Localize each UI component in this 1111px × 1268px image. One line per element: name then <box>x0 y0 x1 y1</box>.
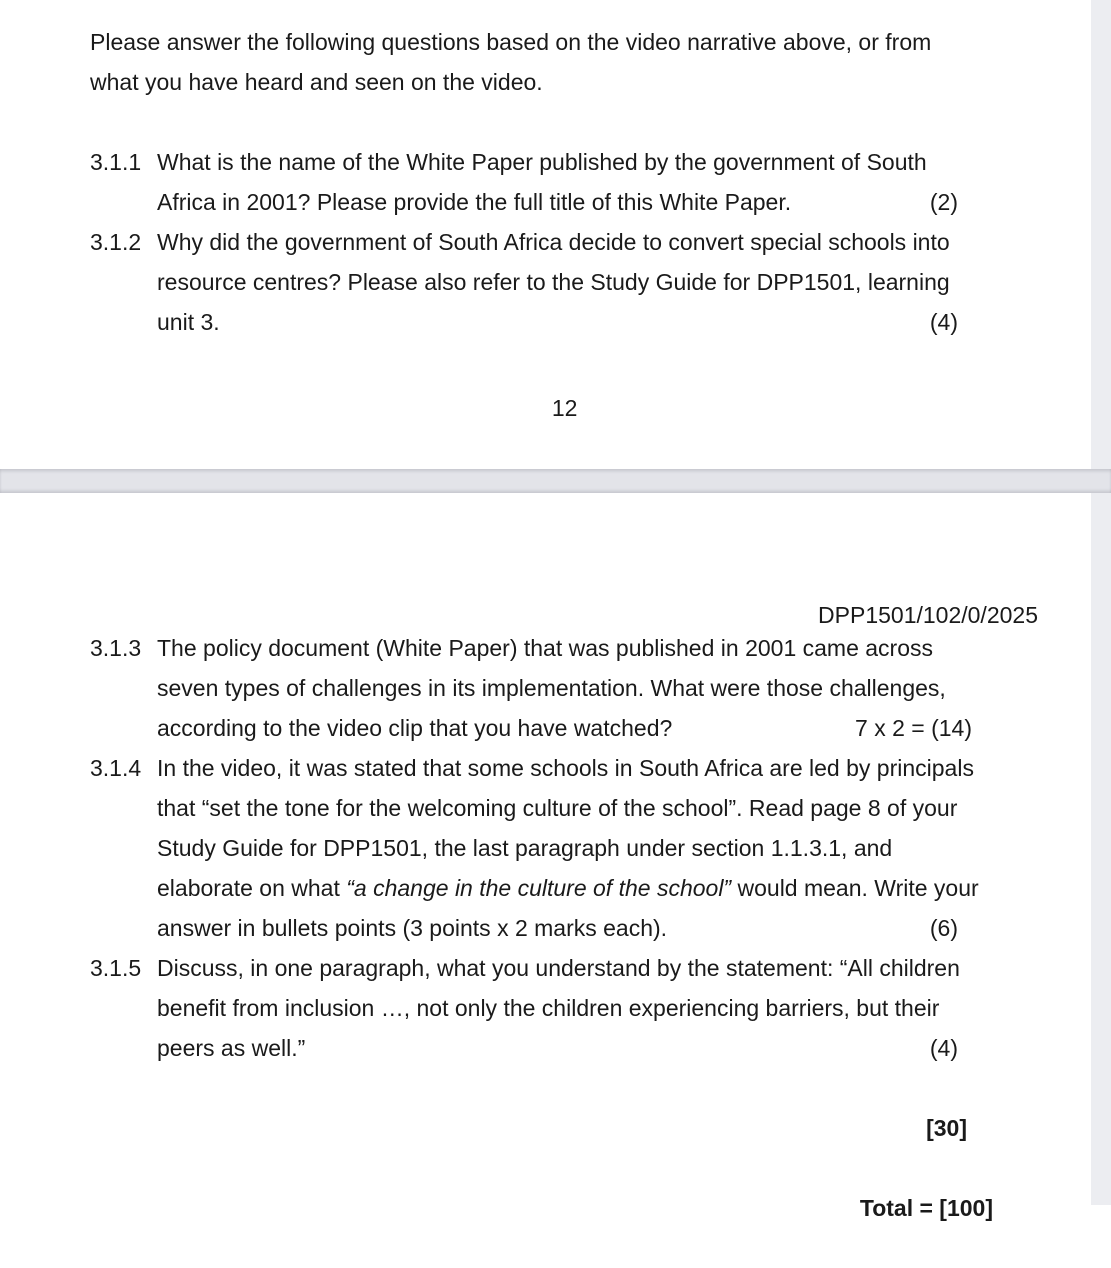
question-line <box>0 908 1091 948</box>
blank-line <box>0 102 1091 142</box>
question-text: according to the video clip that you have watched? <box>157 715 673 741</box>
question-line <box>0 222 1091 262</box>
document-code-text: DPP1501/102/0/2025 <box>818 602 1038 628</box>
page-number <box>0 348 1091 421</box>
question-text: In the video, it was stated that some schools in South Africa are led by principals <box>157 755 974 781</box>
question-line <box>0 708 1091 748</box>
text-segment: elaborate on what <box>157 875 347 901</box>
question-marks: (4) <box>929 1035 958 1061</box>
question-line <box>0 948 1091 988</box>
question-list-page-1 <box>0 142 1091 342</box>
question-number: 3.1.4 <box>90 755 142 781</box>
question-text: peers as well.” <box>157 1035 306 1061</box>
question-line <box>0 1028 1091 1068</box>
question-line <box>0 668 1091 708</box>
document-page-13 <box>0 493 1091 1221</box>
question-number: 3.1.2 <box>90 229 142 255</box>
question-line <box>0 302 1091 342</box>
question-text: answer in bullets points (3 points x 2 marks each). <box>157 915 668 941</box>
intro-line: Please answer the following questions based on the video narrative above, or from <box>90 29 932 55</box>
question-text: Why did the government of South Africa decide to convert special schools into <box>157 229 950 255</box>
section-total-text: [30] <box>926 1115 967 1141</box>
question-text: unit 3. <box>157 309 220 335</box>
intro-line: what you have heard and seen on the video. <box>90 69 543 95</box>
question-line <box>0 868 1091 908</box>
question-number: 3.1.1 <box>90 149 142 175</box>
question-marks: (2) <box>929 189 958 215</box>
page-number-text: 12 <box>551 395 578 421</box>
question-number: 3.1.3 <box>90 635 142 661</box>
question-text: that “set the tone for the welcoming culture of the school”. Read page 8 of your <box>157 795 958 821</box>
question-marks: (6) <box>929 915 958 941</box>
question-line <box>0 182 1091 222</box>
question-text: The policy document (White Paper) that was published in 2001 came across <box>157 635 934 661</box>
document-page-12 <box>0 0 1091 469</box>
grand-total-row <box>0 1148 1091 1221</box>
question-line <box>0 828 1091 868</box>
grand-total-text: Total = [100] <box>859 1195 993 1221</box>
document-code-header <box>0 555 1091 628</box>
viewer-background-strip <box>1090 0 1111 1205</box>
question-line <box>0 748 1091 788</box>
question-line <box>0 142 1091 182</box>
question-text <box>157 875 979 901</box>
question-line <box>0 628 1091 668</box>
question-marks: 7 x 2 = (14) <box>855 715 972 741</box>
question-line <box>0 788 1091 828</box>
question-line <box>0 262 1091 302</box>
question-text: benefit from inclusion …, not only the children experiencing barriers, but their <box>157 995 940 1021</box>
text-segment: would mean. Write your <box>731 875 979 901</box>
question-text: seven types of challenges in its implementation. What were those challenges, <box>157 675 946 701</box>
question-text: Africa in 2001? Please provide the full title of this White Paper. <box>157 189 792 215</box>
section-total-row <box>0 1068 1091 1141</box>
question-line <box>0 988 1091 1028</box>
question-list-page-2 <box>0 628 1091 1068</box>
intro-paragraph <box>0 22 1091 102</box>
question-text: Discuss, in one paragraph, what you understand by the statement: “All children <box>157 955 960 981</box>
question-number: 3.1.5 <box>90 955 142 981</box>
question-marks: (4) <box>929 309 958 335</box>
italic-text-segment: “a change in the culture of the school” <box>346 875 732 901</box>
question-text: Study Guide for DPP1501, the last paragraph under section 1.1.3.1, and <box>157 835 893 861</box>
question-text: What is the name of the White Paper published by the government of South <box>157 149 927 175</box>
page-break-gap <box>0 469 1111 493</box>
question-text: resource centres? Please also refer to the Study Guide for DPP1501, learning <box>157 269 950 295</box>
